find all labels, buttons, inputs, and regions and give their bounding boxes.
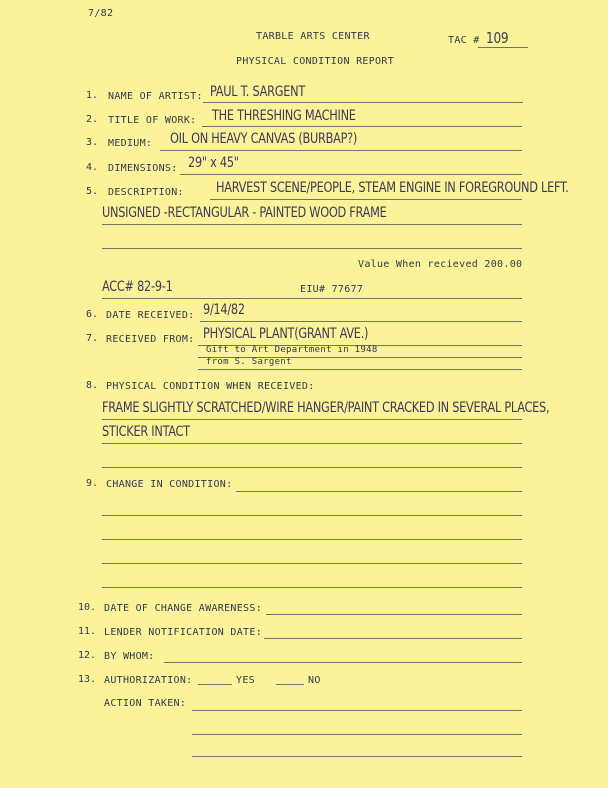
condition-label: PHYSICAL CONDITION WHEN RECEIVED:: [106, 381, 315, 392]
acc-line: [102, 298, 522, 299]
awareness-line: [266, 614, 522, 615]
artist-line: [203, 102, 523, 103]
item-number: 4.: [86, 162, 99, 173]
yes-label: YES: [236, 675, 255, 686]
change-line-4: [102, 563, 522, 564]
received-note-1: Gift to Art Department in 1948: [206, 345, 378, 355]
description-line-3: [102, 248, 522, 249]
authorization-label: AUTHORIZATION:: [104, 675, 193, 686]
received-from-value: PHYSICAL PLANT(GRANT AVE.): [203, 326, 369, 342]
change-line-5: [102, 587, 522, 588]
medium-line: [160, 150, 522, 151]
description-label: DESCRIPTION:: [108, 187, 184, 198]
by-whom-line: [164, 662, 522, 663]
received-from-label: RECEIVED FROM:: [106, 334, 195, 345]
action-line-2: [192, 734, 522, 735]
description-value-2: UNSIGNED -RECTANGULAR - PAINTED WOOD FRAME: [102, 205, 387, 221]
item-number: 1.: [86, 90, 99, 101]
action-label: ACTION TAKEN:: [104, 698, 187, 709]
title-value: THE THRESHING MACHINE: [212, 108, 356, 124]
condition-line-3: [102, 467, 522, 468]
awareness-label: DATE OF CHANGE AWARENESS:: [104, 603, 263, 614]
tac-number: 109: [486, 29, 509, 47]
dimensions-line: [180, 174, 522, 175]
date-received-line: [200, 321, 522, 322]
report-title: PHYSICAL CONDITION REPORT: [236, 56, 395, 67]
condition-value-2: STICKER INTACT: [102, 424, 190, 440]
condition-line-2: [102, 443, 522, 444]
item-number: 3.: [86, 137, 99, 148]
eiu-number: EIU# 77677: [300, 284, 364, 295]
item-number: 13.: [78, 674, 97, 685]
artist-label: NAME OF ARTIST:: [108, 91, 203, 102]
date-received-label: DATE RECEIVED:: [106, 310, 195, 321]
received-note-2: from S. Sargent: [206, 357, 292, 367]
title-label: TITLE OF WORK:: [108, 115, 197, 126]
yes-blank: [198, 684, 232, 685]
change-label: CHANGE IN CONDITION:: [106, 479, 233, 490]
description-line-1: [210, 199, 522, 200]
action-line-3: [192, 756, 522, 757]
tac-line: [478, 47, 528, 48]
date-received-value: 9/14/82: [203, 302, 245, 318]
artist-value: PAUL T. SARGENT: [210, 84, 305, 100]
item-number: 7.: [86, 333, 99, 344]
item-number: 8.: [86, 380, 99, 391]
change-line-2: [102, 515, 522, 516]
value-received: Value When recieved 200.00: [358, 259, 523, 270]
acc-number: ACC# 82-9-1: [102, 279, 173, 295]
item-number: 2.: [86, 114, 99, 125]
description-line-2: [102, 224, 522, 225]
item-number: 10.: [78, 602, 97, 613]
condition-line-1: [102, 419, 522, 420]
condition-value-1: FRAME SLIGHTLY SCRATCHED/WIRE HANGER/PAINT CRACKED IN SEVERAL PLACES,: [102, 400, 550, 416]
item-number: 9.: [86, 478, 99, 489]
no-blank: [276, 684, 304, 685]
no-label: NO: [308, 675, 321, 686]
description-value-1: HARVEST SCENE/PEOPLE, STEAM ENGINE IN FOREGROUND LEFT.: [216, 180, 569, 196]
medium-label: MEDIUM:: [108, 138, 153, 149]
item-number: 12.: [78, 650, 97, 661]
action-line-1: [192, 710, 522, 711]
medium-value: OIL ON HEAVY CANVAS (BURBAP?): [170, 131, 358, 147]
item-number: 11.: [78, 626, 97, 637]
change-line-3: [102, 539, 522, 540]
received-note-line-2: [198, 369, 522, 370]
org-name: TARBLE ARTS CENTER: [256, 31, 370, 42]
item-number: 5.: [86, 186, 99, 197]
change-line-1: [236, 491, 522, 492]
by-whom-label: BY WHOM:: [104, 651, 155, 662]
form-date: 7/82: [88, 8, 114, 19]
lender-line: [264, 638, 522, 639]
item-number: 6.: [86, 309, 99, 320]
title-line: [202, 126, 522, 127]
dimensions-value: 29" x 45": [188, 155, 239, 171]
tac-label: TAC #: [448, 35, 480, 46]
lender-label: LENDER NOTIFICATION DATE:: [104, 627, 263, 638]
dimensions-label: DIMENSIONS:: [108, 163, 178, 174]
